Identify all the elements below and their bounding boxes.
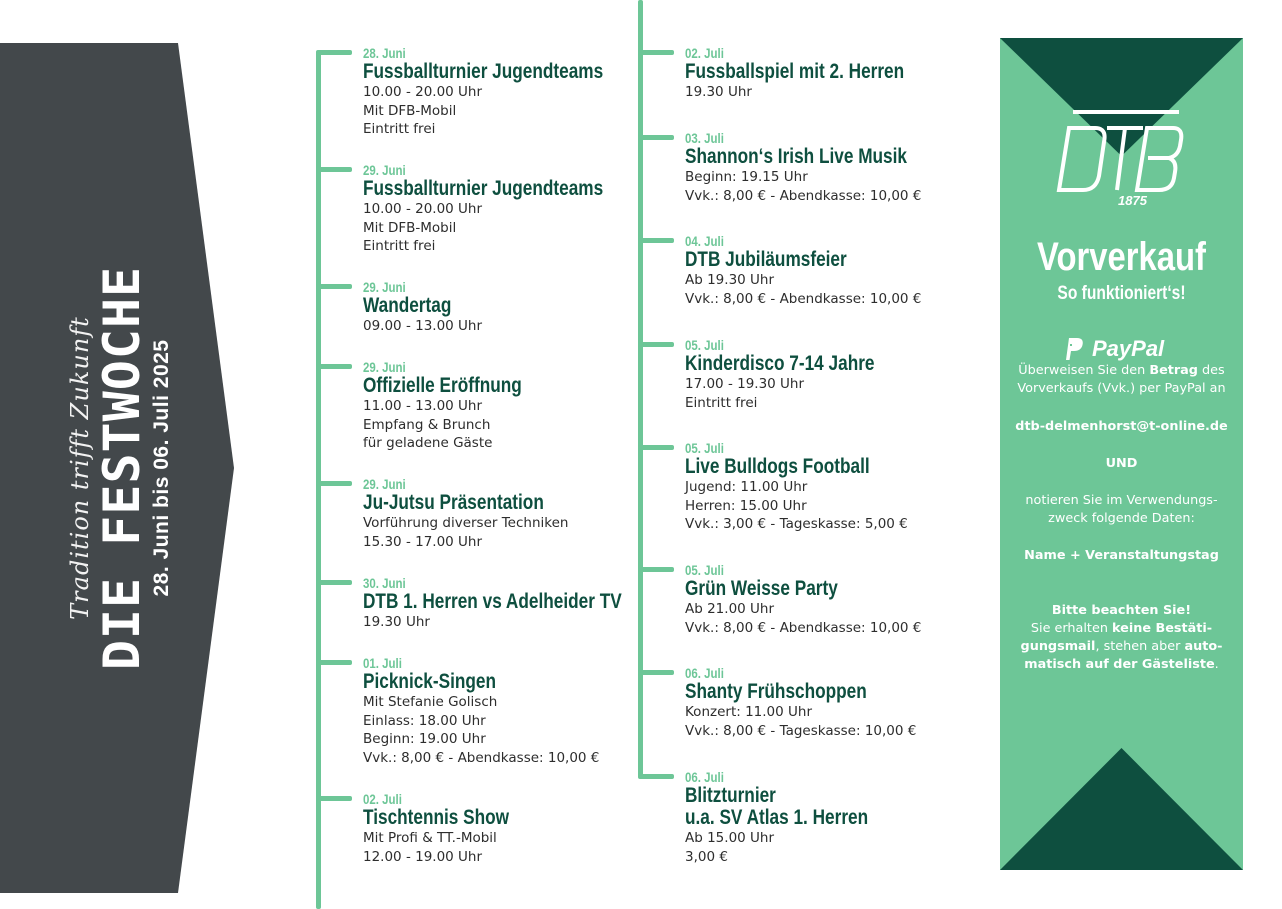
event-detail: Eintritt frei	[363, 121, 436, 137]
event-title: DTB 1. Herren vs Adelheider TV	[363, 590, 622, 613]
presale-panel	[1000, 38, 1243, 870]
timeline-right	[638, 0, 978, 909]
notice-bold: matisch auf der Gästeliste	[1024, 657, 1215, 672]
event-date: 06. Juli	[685, 769, 724, 785]
paypal-wordmark: PayPal	[1092, 336, 1165, 361]
instruction-text: zweck folgende Daten:	[1048, 511, 1195, 526]
event-date: 05. Juli	[685, 440, 724, 456]
notice	[1000, 602, 1243, 674]
event-date: 03. Juli	[685, 130, 724, 146]
event-date: 05. Juli	[685, 562, 724, 578]
event-detail: Mit Stefanie Golisch	[363, 694, 498, 710]
event-date: 06. Juli	[685, 665, 724, 681]
presale-instruction	[1000, 362, 1243, 398]
timeline-tick	[638, 774, 674, 779]
reference-instruction	[1000, 492, 1243, 528]
event-detail: Beginn: 19.15 Uhr	[685, 169, 808, 185]
event-title: Live Bulldogs Football	[685, 455, 870, 478]
timeline-left	[316, 0, 626, 909]
event-detail: Herren: 15.00 Uhr	[685, 497, 807, 514]
event-date: 04. Juli	[685, 233, 724, 249]
banner-text	[66, 158, 174, 778]
bottom-triangle	[1000, 748, 1243, 870]
event-title: Offizielle Eröffnung	[363, 374, 522, 397]
event-detail: 19.30 Uhr	[685, 84, 752, 100]
timeline-tick	[638, 135, 674, 140]
paypal-logo	[1060, 336, 1164, 362]
event-title: Tischtennis Show	[363, 806, 510, 829]
instruction-text: Vorverkaufs (Vvk.) per PayPal an	[1017, 381, 1226, 396]
event-detail: Einlass: 18.00 Uhr	[363, 712, 486, 729]
timeline-tick	[638, 567, 674, 572]
event-detail: 09.00 - 13.00 Uhr	[363, 318, 483, 334]
timeline-tick	[638, 342, 674, 347]
timeline-tick	[638, 238, 674, 243]
notice-bold: keine Bestäti-	[1112, 621, 1213, 636]
timeline-tick	[316, 660, 352, 665]
event-title: Shanty Frühschoppen	[685, 680, 867, 703]
event-detail: 10.00 - 20.00 Uhr	[363, 201, 483, 217]
timeline-tick	[316, 284, 352, 289]
und-label: UND	[1105, 456, 1138, 471]
event-title: Kinderdisco 7-14 Jahre	[685, 352, 875, 375]
event-detail: für geladene Gäste	[363, 435, 493, 451]
event-detail: 11.00 - 13.00 Uhr	[363, 398, 483, 414]
event-detail: Eintritt frei	[363, 238, 436, 254]
timeline-tick	[638, 670, 674, 675]
event-title: DTB Jubiläumsfeier	[685, 248, 847, 271]
paypal-icon	[1060, 336, 1086, 362]
presale-subtitle: So funktioniert‘s!	[1057, 283, 1186, 304]
event-detail: Beginn: 19.00 Uhr	[363, 731, 486, 747]
event-date: 01. Juli	[363, 655, 402, 671]
event-detail: Vvk.: 8,00 € - Abendkasse: 10,00 €	[363, 749, 600, 766]
event-detail: 10.00 - 20.00 Uhr	[363, 84, 483, 100]
timeline-tick	[316, 580, 352, 585]
event-date: 29. Juni	[363, 359, 406, 375]
event-title: Grün Weisse Party	[685, 577, 838, 600]
event-title: Blitzturnier	[685, 784, 776, 807]
timeline-tick	[316, 167, 352, 172]
banner-tagline: Tradition trifft Zukunft	[66, 316, 94, 620]
event-detail: Eintritt frei	[685, 394, 758, 411]
event-detail: Vvk.: 8,00 € - Abendkasse: 10,00 €	[685, 619, 922, 636]
event-detail: Vvk.: 3,00 € - Tageskasse: 5,00 €	[685, 516, 908, 532]
event-date: 28. Juni	[363, 45, 406, 61]
event-detail: Mit Profi & TT.-Mobil	[363, 830, 497, 846]
event-title: Wandertag	[363, 294, 452, 317]
event-detail: Konzert: 11.00 Uhr	[685, 704, 812, 720]
event-detail: Ab 19.30 Uhr	[685, 272, 775, 288]
event-detail: Vvk.: 8,00 € - Abendkasse: 10,00 €	[685, 187, 922, 204]
instruction-text: Überweisen Sie den	[1018, 363, 1150, 378]
event-detail: 15.30 - 17.00 Uhr	[363, 533, 483, 550]
timeline-tick	[316, 481, 352, 486]
event-detail: 12.00 - 19.00 Uhr	[363, 848, 483, 865]
event-detail: Mit DFB-Mobil	[363, 102, 457, 119]
paypal-email: dtb-delmenhorst@t-online.de	[1015, 419, 1228, 434]
event-title: Picknick-Singen	[363, 670, 497, 693]
timeline-tick	[316, 796, 352, 801]
notice-title: Bitte beachten Sie!	[1051, 603, 1192, 618]
notice-text: , stehen aber	[1095, 639, 1185, 654]
banner-headline: DIE FESTWOCHE	[93, 265, 151, 671]
notice-text: Sie erhalten	[1030, 621, 1112, 636]
presale-title: Vorverkauf	[1037, 235, 1206, 279]
banner-dates: 28. Juni bis 06. Juli 2025	[150, 339, 173, 597]
instruction-text: notieren Sie im Verwendungs-	[1025, 493, 1218, 508]
instruction-text: des	[1197, 363, 1225, 378]
event-title-line2: u.a. SV Atlas 1. Herren	[685, 806, 869, 829]
event-detail: 19.30 Uhr	[363, 614, 430, 630]
notice-bold: auto-	[1184, 639, 1223, 654]
timeline-tick	[638, 50, 674, 55]
event-detail: Vvk.: 8,00 € - Tageskasse: 10,00 €	[685, 722, 917, 739]
event-date: 02. Juli	[363, 791, 402, 807]
event-title: Fussballspiel mit 2. Herren	[685, 60, 905, 83]
notice-text: .	[1214, 657, 1219, 672]
event-detail: Ab 21.00 Uhr	[685, 601, 775, 617]
timeline-tick	[316, 50, 352, 55]
notice-bold: gungsmail	[1020, 639, 1096, 654]
event-detail: Vorführung diverser Techniken	[363, 515, 569, 531]
event-date: 29. Juni	[363, 162, 406, 178]
festival-banner	[0, 0, 240, 909]
event-detail: Vvk.: 8,00 € - Abendkasse: 10,00 €	[685, 290, 922, 307]
event-date: 05. Juli	[685, 337, 724, 353]
event-title: Fussballturnier Jugendteams	[363, 177, 604, 200]
event-date: 30. Juni	[363, 575, 406, 591]
event-detail: 3,00 €	[685, 848, 728, 865]
instruction-bold: Betrag	[1149, 363, 1198, 378]
event-detail: Mit DFB-Mobil	[363, 219, 457, 236]
logo-year: 1875	[1118, 193, 1147, 208]
event-date: 29. Juni	[363, 476, 406, 492]
event-detail: Jugend: 11.00 Uhr	[685, 479, 808, 495]
event-title: Fussballturnier Jugendteams	[363, 60, 604, 83]
event-date: 02. Juli	[685, 45, 724, 61]
event-detail: 17.00 - 19.30 Uhr	[685, 376, 805, 392]
event-detail: Empfang & Brunch	[363, 416, 491, 433]
timeline-tick	[638, 445, 674, 450]
reference-format: Name + Veranstaltungstag	[1024, 548, 1219, 563]
event-detail: Ab 15.00 Uhr	[685, 830, 775, 846]
timeline-tick	[316, 364, 352, 369]
event-title: Shannon‘s Irish Live Musik	[685, 145, 908, 168]
event-date: 29. Juni	[363, 279, 406, 295]
timeline-line	[638, 0, 643, 778]
event-title: Ju-Jutsu Präsentation	[363, 491, 544, 514]
